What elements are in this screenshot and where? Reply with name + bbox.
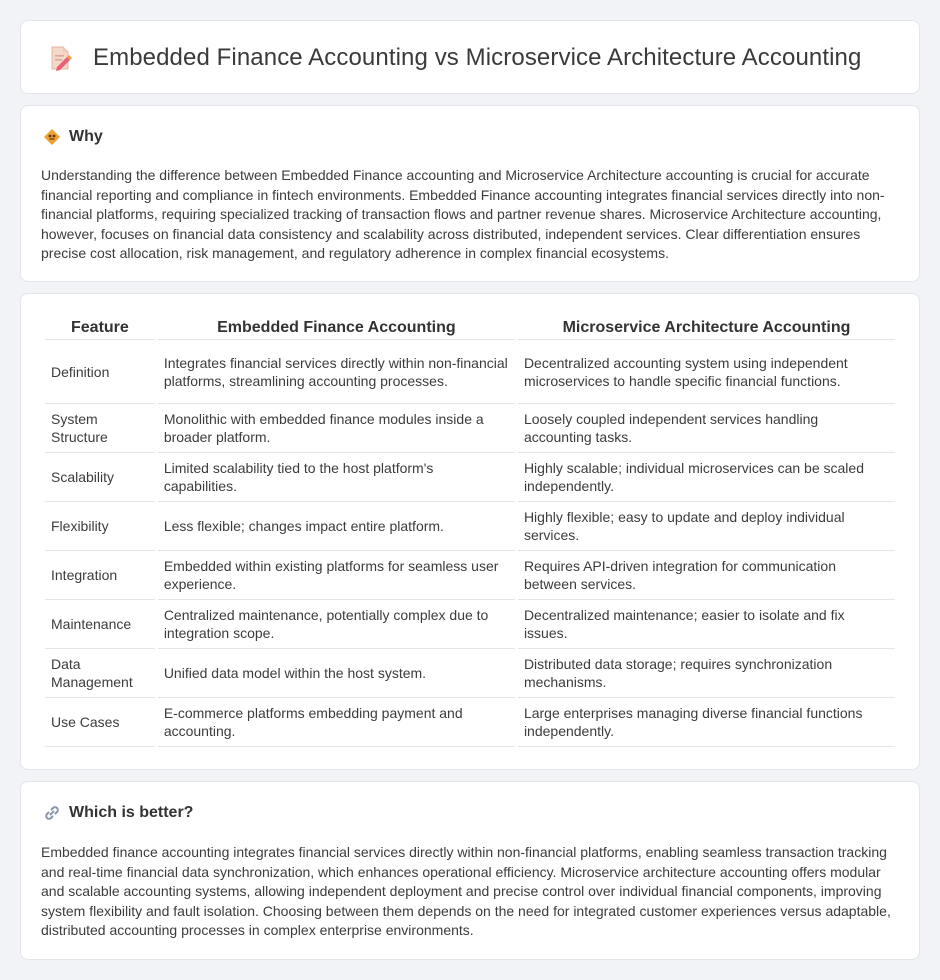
comparison-table-card bbox=[20, 293, 920, 770]
why-heading: Why bbox=[69, 128, 103, 145]
column-header-embedded: Embedded Finance Accounting bbox=[158, 316, 515, 340]
microservice-cell: Highly flexible; easy to update and deploy individual services. bbox=[518, 502, 895, 551]
embedded-cell: Integrates financial services directly within non-financial platforms, streamlining accounting processes. bbox=[158, 340, 515, 404]
table-header-row bbox=[45, 316, 895, 340]
table-row bbox=[45, 551, 895, 600]
table-row bbox=[45, 502, 895, 551]
embedded-cell: Less flexible; changes impact entire platform. bbox=[158, 502, 515, 551]
which-is-better-section bbox=[20, 781, 920, 960]
feature-cell: System Structure bbox=[45, 404, 155, 453]
comparison-table bbox=[42, 316, 898, 747]
table-row bbox=[45, 649, 895, 698]
which-is-better-heading: Which is better? bbox=[69, 804, 194, 821]
table-row bbox=[45, 453, 895, 502]
feature-cell: Data Management bbox=[45, 649, 155, 698]
feature-cell: Scalability bbox=[45, 453, 155, 502]
feature-cell: Maintenance bbox=[45, 600, 155, 649]
embedded-cell: Unified data model within the host system. bbox=[158, 649, 515, 698]
microservice-cell: Decentralized accounting system using independent microservices to handle specific financial functions. bbox=[518, 340, 895, 404]
why-section bbox=[20, 105, 920, 282]
microservice-cell: Highly scalable; individual microservices can be scaled independently. bbox=[518, 453, 895, 502]
link-icon bbox=[43, 804, 61, 822]
microservice-cell: Distributed data storage; requires synchronization mechanisms. bbox=[518, 649, 895, 698]
feature-cell: Use Cases bbox=[45, 698, 155, 747]
microservice-cell: Requires API-driven integration for communication between services. bbox=[518, 551, 895, 600]
diamond-sign-icon bbox=[43, 128, 61, 146]
column-header-feature: Feature bbox=[45, 316, 155, 340]
embedded-cell: Monolithic with embedded finance modules inside a broader platform. bbox=[158, 404, 515, 453]
title-card bbox=[20, 20, 920, 94]
feature-cell: Definition bbox=[45, 340, 155, 404]
feature-cell: Flexibility bbox=[45, 502, 155, 551]
microservice-cell: Loosely coupled independent services handling accounting tasks. bbox=[518, 404, 895, 453]
page-title: Embedded Finance Accounting vs Microservice Architecture Accounting bbox=[93, 44, 862, 71]
document-pencil-icon bbox=[45, 43, 75, 73]
feature-cell: Integration bbox=[45, 551, 155, 600]
microservice-cell: Large enterprises managing diverse financial functions independently. bbox=[518, 698, 895, 747]
embedded-cell: Centralized maintenance, potentially complex due to integration scope. bbox=[158, 600, 515, 649]
why-paragraph: Understanding the difference between Embedded Finance accounting and Microservice Architecture accounting is crucial for accurate financial reporting and compliance in fintech environments. Embedded Finance accounting integrates financial services directly into non-financial platforms, requiring specialized tracking of transaction flows and partner revenue shares. Microservice Architecture accounting, however, focuses on financial data consistency and scalability across distributed, independent services. Clear differentiation ensures precise cost allocation, risk management, and regulatory adherence in complex financial ecosystems. bbox=[41, 167, 885, 262]
table-row bbox=[45, 404, 895, 453]
table-row bbox=[45, 340, 895, 404]
table-row bbox=[45, 600, 895, 649]
embedded-cell: Embedded within existing platforms for seamless user experience. bbox=[158, 551, 515, 600]
table-row bbox=[45, 698, 895, 747]
microservice-cell: Decentralized maintenance; easier to isolate and fix issues. bbox=[518, 600, 895, 649]
embedded-cell: Limited scalability tied to the host platform's capabilities. bbox=[158, 453, 515, 502]
embedded-cell: E-commerce platforms embedding payment and accounting. bbox=[158, 698, 515, 747]
column-header-microservice: Microservice Architecture Accounting bbox=[518, 316, 895, 340]
which-is-better-paragraph: Embedded finance accounting integrates financial services directly within non-financial platforms, enabling seamless transaction tracking and real-time financial data synchronization, which enhances operational efficiency. Microservice architecture accounting offers modular and scalable accounting systems, allowing independent deployment and precise control over individual financial components, improving system flexibility and fault isolation. Choosing between them depends on the need for integrated customer experiences versus adaptable, distributed accounting processes in complex enterprise environments. bbox=[41, 844, 891, 939]
